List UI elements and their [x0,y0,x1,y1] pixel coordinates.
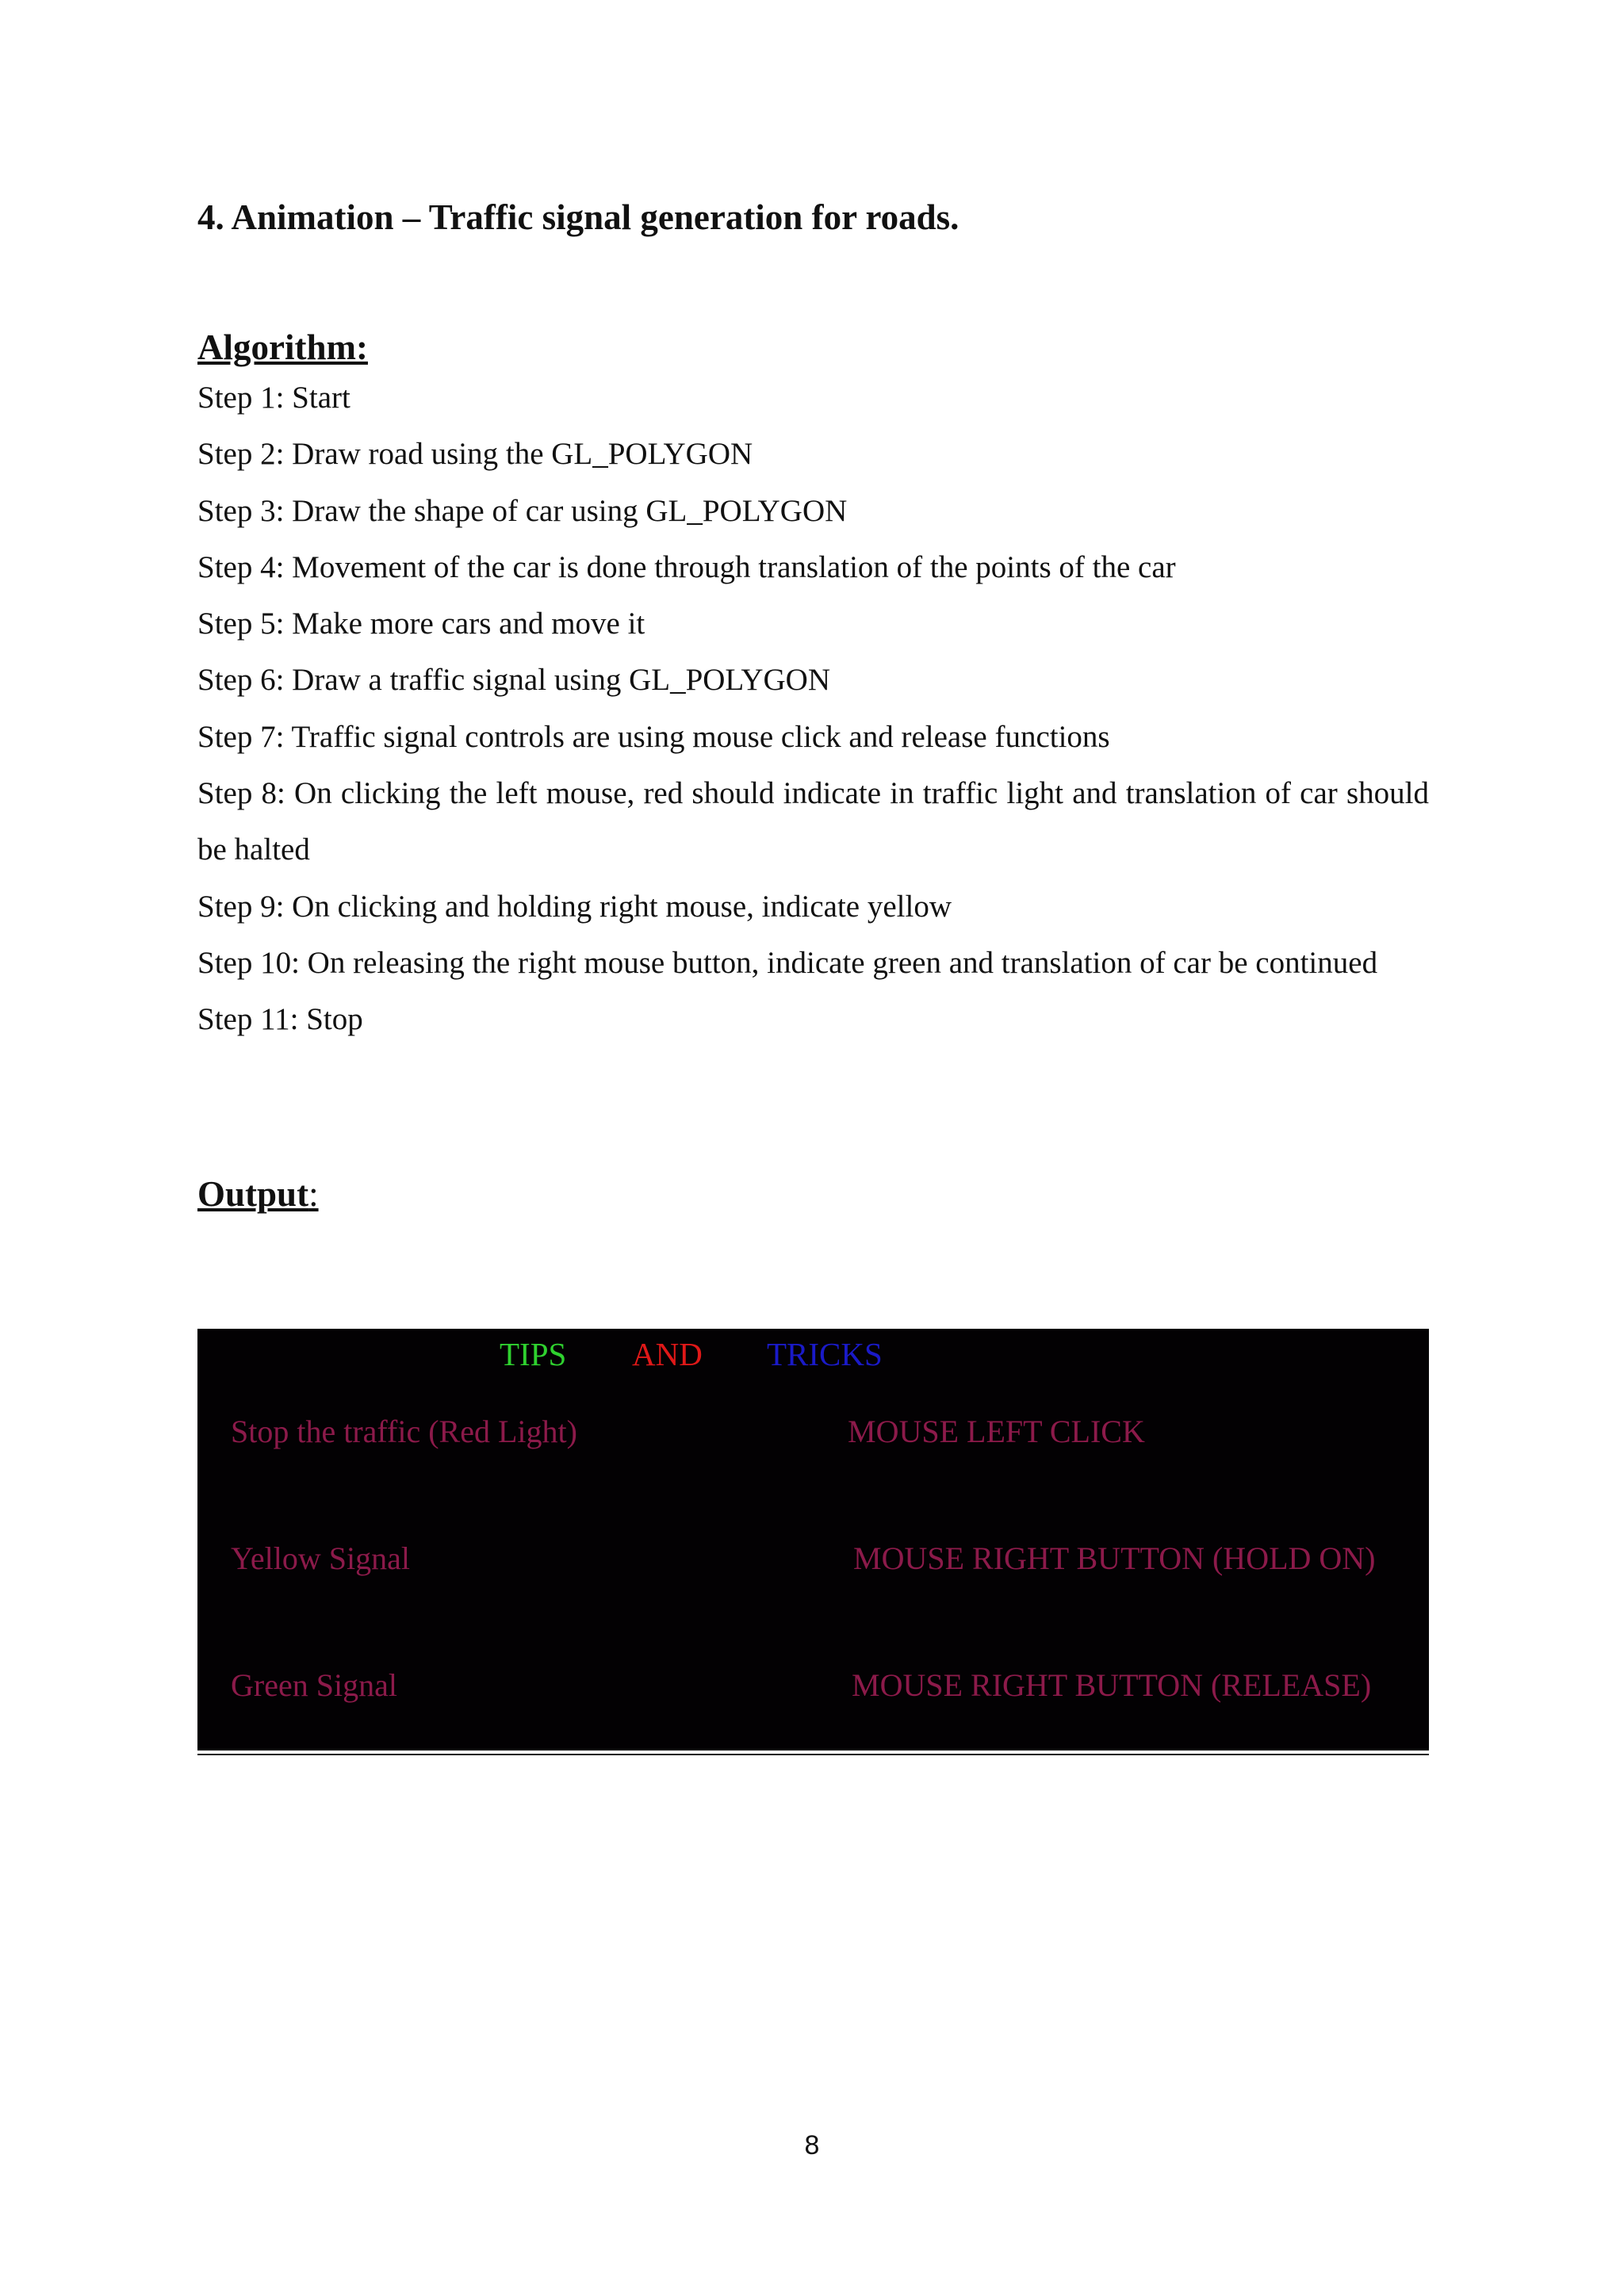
step-6: Step 6: Draw a traffic signal using GL_POLYGON [197,663,830,698]
step-10: Step 10: On releasing the right mouse button, indicate green and translation of car be continued [197,945,1378,980]
row-action-red: MOUSE LEFT CLICK [848,1414,1145,1449]
row-label-green: Green Signal [231,1667,397,1703]
step-9: Step 9: On clicking and holding right mouse, indicate yellow [197,889,952,924]
output-title [197,1172,319,1216]
step-4: Step 4: Movement of the car is done through translation of the points of the car [197,549,1176,584]
banner-and: AND [632,1336,703,1372]
step-11: Step 11: Stop [197,1002,363,1037]
step-5: Step 5: Make more cars and move it [197,607,645,641]
algorithm-title: Algorithm: [197,327,368,367]
page-number: 8 [804,2130,820,2160]
output-bottom-rule-double [197,1754,1429,1755]
algorithm-steps [197,369,1429,1048]
row-label-red: Stop the traffic (Red Light) [231,1414,577,1449]
step-3: Step 3: Draw the shape of car using GL_POLYGON [197,493,848,528]
banner-tips: TIPS [500,1336,567,1372]
row-action-yellow: MOUSE RIGHT BUTTON (HOLD ON) [853,1540,1376,1576]
step-8: Step 8: On clicking the left mouse, red should indicate in traffic light and translation of car should be halted [197,776,1429,867]
banner-tricks: TRICKS [767,1336,883,1372]
step-1: Step 1: Start [197,381,350,415]
row-action-green: MOUSE RIGHT BUTTON (RELEASE) [852,1667,1372,1703]
step-7: Step 7: Traffic signal controls are using mouse click and release functions [197,719,1110,754]
output-title-colon: : [308,1174,319,1214]
output-bottom-rule [197,1749,1429,1751]
step-2: Step 2: Draw road using the GL_POLYGON [197,437,753,472]
row-label-yellow: Yellow Signal [231,1540,410,1576]
output-title-text: Output [197,1174,309,1214]
page-heading: 4. Animation – Traffic signal generation for roads. [197,197,959,237]
